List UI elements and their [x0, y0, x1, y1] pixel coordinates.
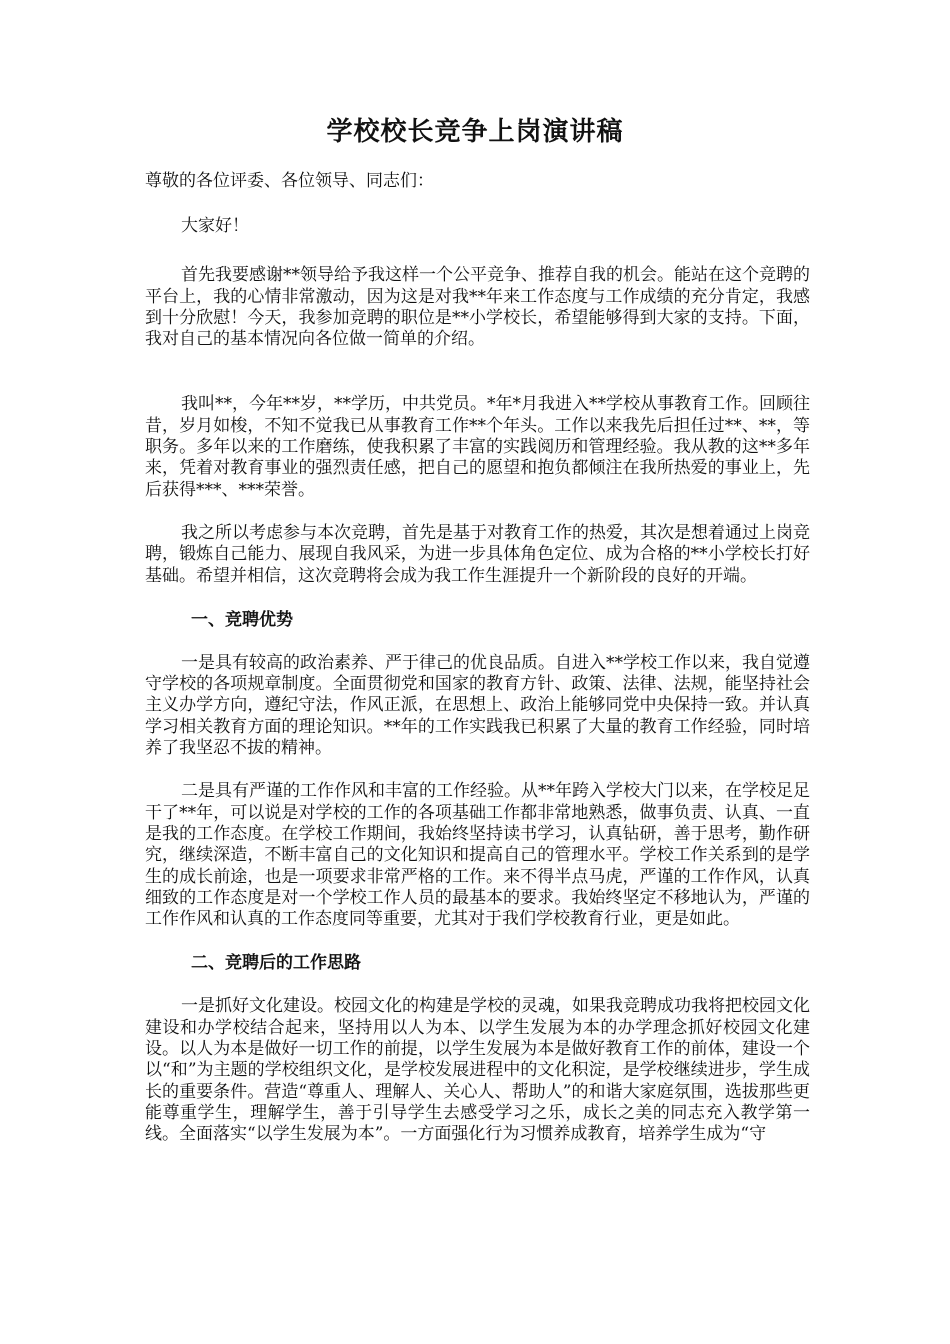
document-body — [145, 170, 810, 1146]
paragraph-intro: 首先我要感谢**领导给予我这样一个公平竞争、推荐自我的机会。能站在这个竞聘的平台上，我的心情非常激动，因为这是对我**年来工作态度与工作成绩的充分肯定，我感到十分欣慰！今天，我参加竞聘的职位是**小学校长，希望能够得到大家的支持。下面，我对自己的基本情况向各位做一简单的介绍。 — [145, 265, 810, 350]
document-title: 学校校长竞争上岗演讲稿 — [326, 117, 624, 147]
salutation: 尊敬的各位评委、各位领导、同志们： — [145, 171, 434, 191]
paragraph-advantage-1: 一是具有较高的政治素养、严于律己的优良品质。自进入**学校工作以来，我自觉遵守学校的各项规章制度。全面贯彻党和国家的教育方针、政策、法律、法规，能坚持社会主义办学方向，遵纪守法，作风正派，在思想上、政治上能够同党中央保持一致。并认真学习相关教育方面的理论知识。**年的工作实践我已积累了大量的教育工作经验，同时培养了我坚忍不拔的精神。 — [145, 652, 810, 759]
greeting: 大家好！ — [181, 216, 249, 236]
paragraph-work-plan-1: 一是抓好文化建设。校园文化的构建是学校的灵魂，如果我竞聘成功我将把校园文化建设和办学校结合起来，坚持用以人为本、以学生发展为本的办学理念抓好校园文化建设。以人为本是做好一切工作的前提，以学生发展为本是做好教育工作的前体，建设一个以“和”为主题的学校组织文化，是学校发展进程中的文化积淀，是学校继续进步，学生成长的重要条件。营造“尊重人、理解人、关心人、帮助人”的和谐大家庭氛围，选拔那些更能尊重学生，理解学生，善于引导学生去感受学习之乐，成长之美的同志充入教学第一线。全面落实“以学生发展为本”。一方面强化行为习惯养成教育，培养学生成为“守 — [145, 996, 810, 1145]
paragraph-advantage-2: 二是具有严谨的工作作风和丰富的工作经验。从**年跨入学校大门以来，在学校足足干了**年，可以说是对学校的工作的各项基础工作都非常地熟悉，做事负责、认真、一直是我的工作态度。在学校工作期间，我始终坚持读书学习，认真钻研，善于思考，勤作研究，继续深造，不断丰富自己的文化知识和提高自己的管理水平。学校工作关系到的是学生的成长前途，也是一项要求非常严格的工作。来不得半点马虎，严谨的工作作风，认真细致的工作态度是对一个学校工作人员的最基本的要求。我始终坚定不移地认为，严谨的工作作风和认真的工作态度同等重要，尤其对于我们学校教育行业，更是如此。 — [145, 781, 810, 930]
section-heading-advantages: 一、竞聘优势 — [191, 609, 293, 630]
section-heading-work-plan: 二、竞聘后的工作思路 — [191, 953, 361, 974]
paragraph-motivation: 我之所以考虑参与本次竞聘，首先是基于对教育工作的热爱，其次是想着通过上岗竞聘，锻炼自己能力、展现自我风采，为进一步具体角色定位、成为合格的**小学校长打好基础。希望并相信，这次竞聘将会成为我工作生涯提升一个新阶段的良好的开端。 — [145, 522, 810, 586]
paragraph-self-introduction: 我叫**，今年**岁，**学历，中共党员。*年*月我进入**学校从事教育工作。回顾往昔，岁月如梭，不知不觉我已从事教育工作**个年头。工作以来我先后担任过**、**，等职务。多年以来的工作磨练，使我积累了丰富的实践阅历和管理经验。我从教的这**多年来，凭着对教育事业的强烈责任感，把自己的愿望和抱负都倾注在我所热爱的事业上，先后获得***、***荣誉。 — [145, 394, 810, 500]
